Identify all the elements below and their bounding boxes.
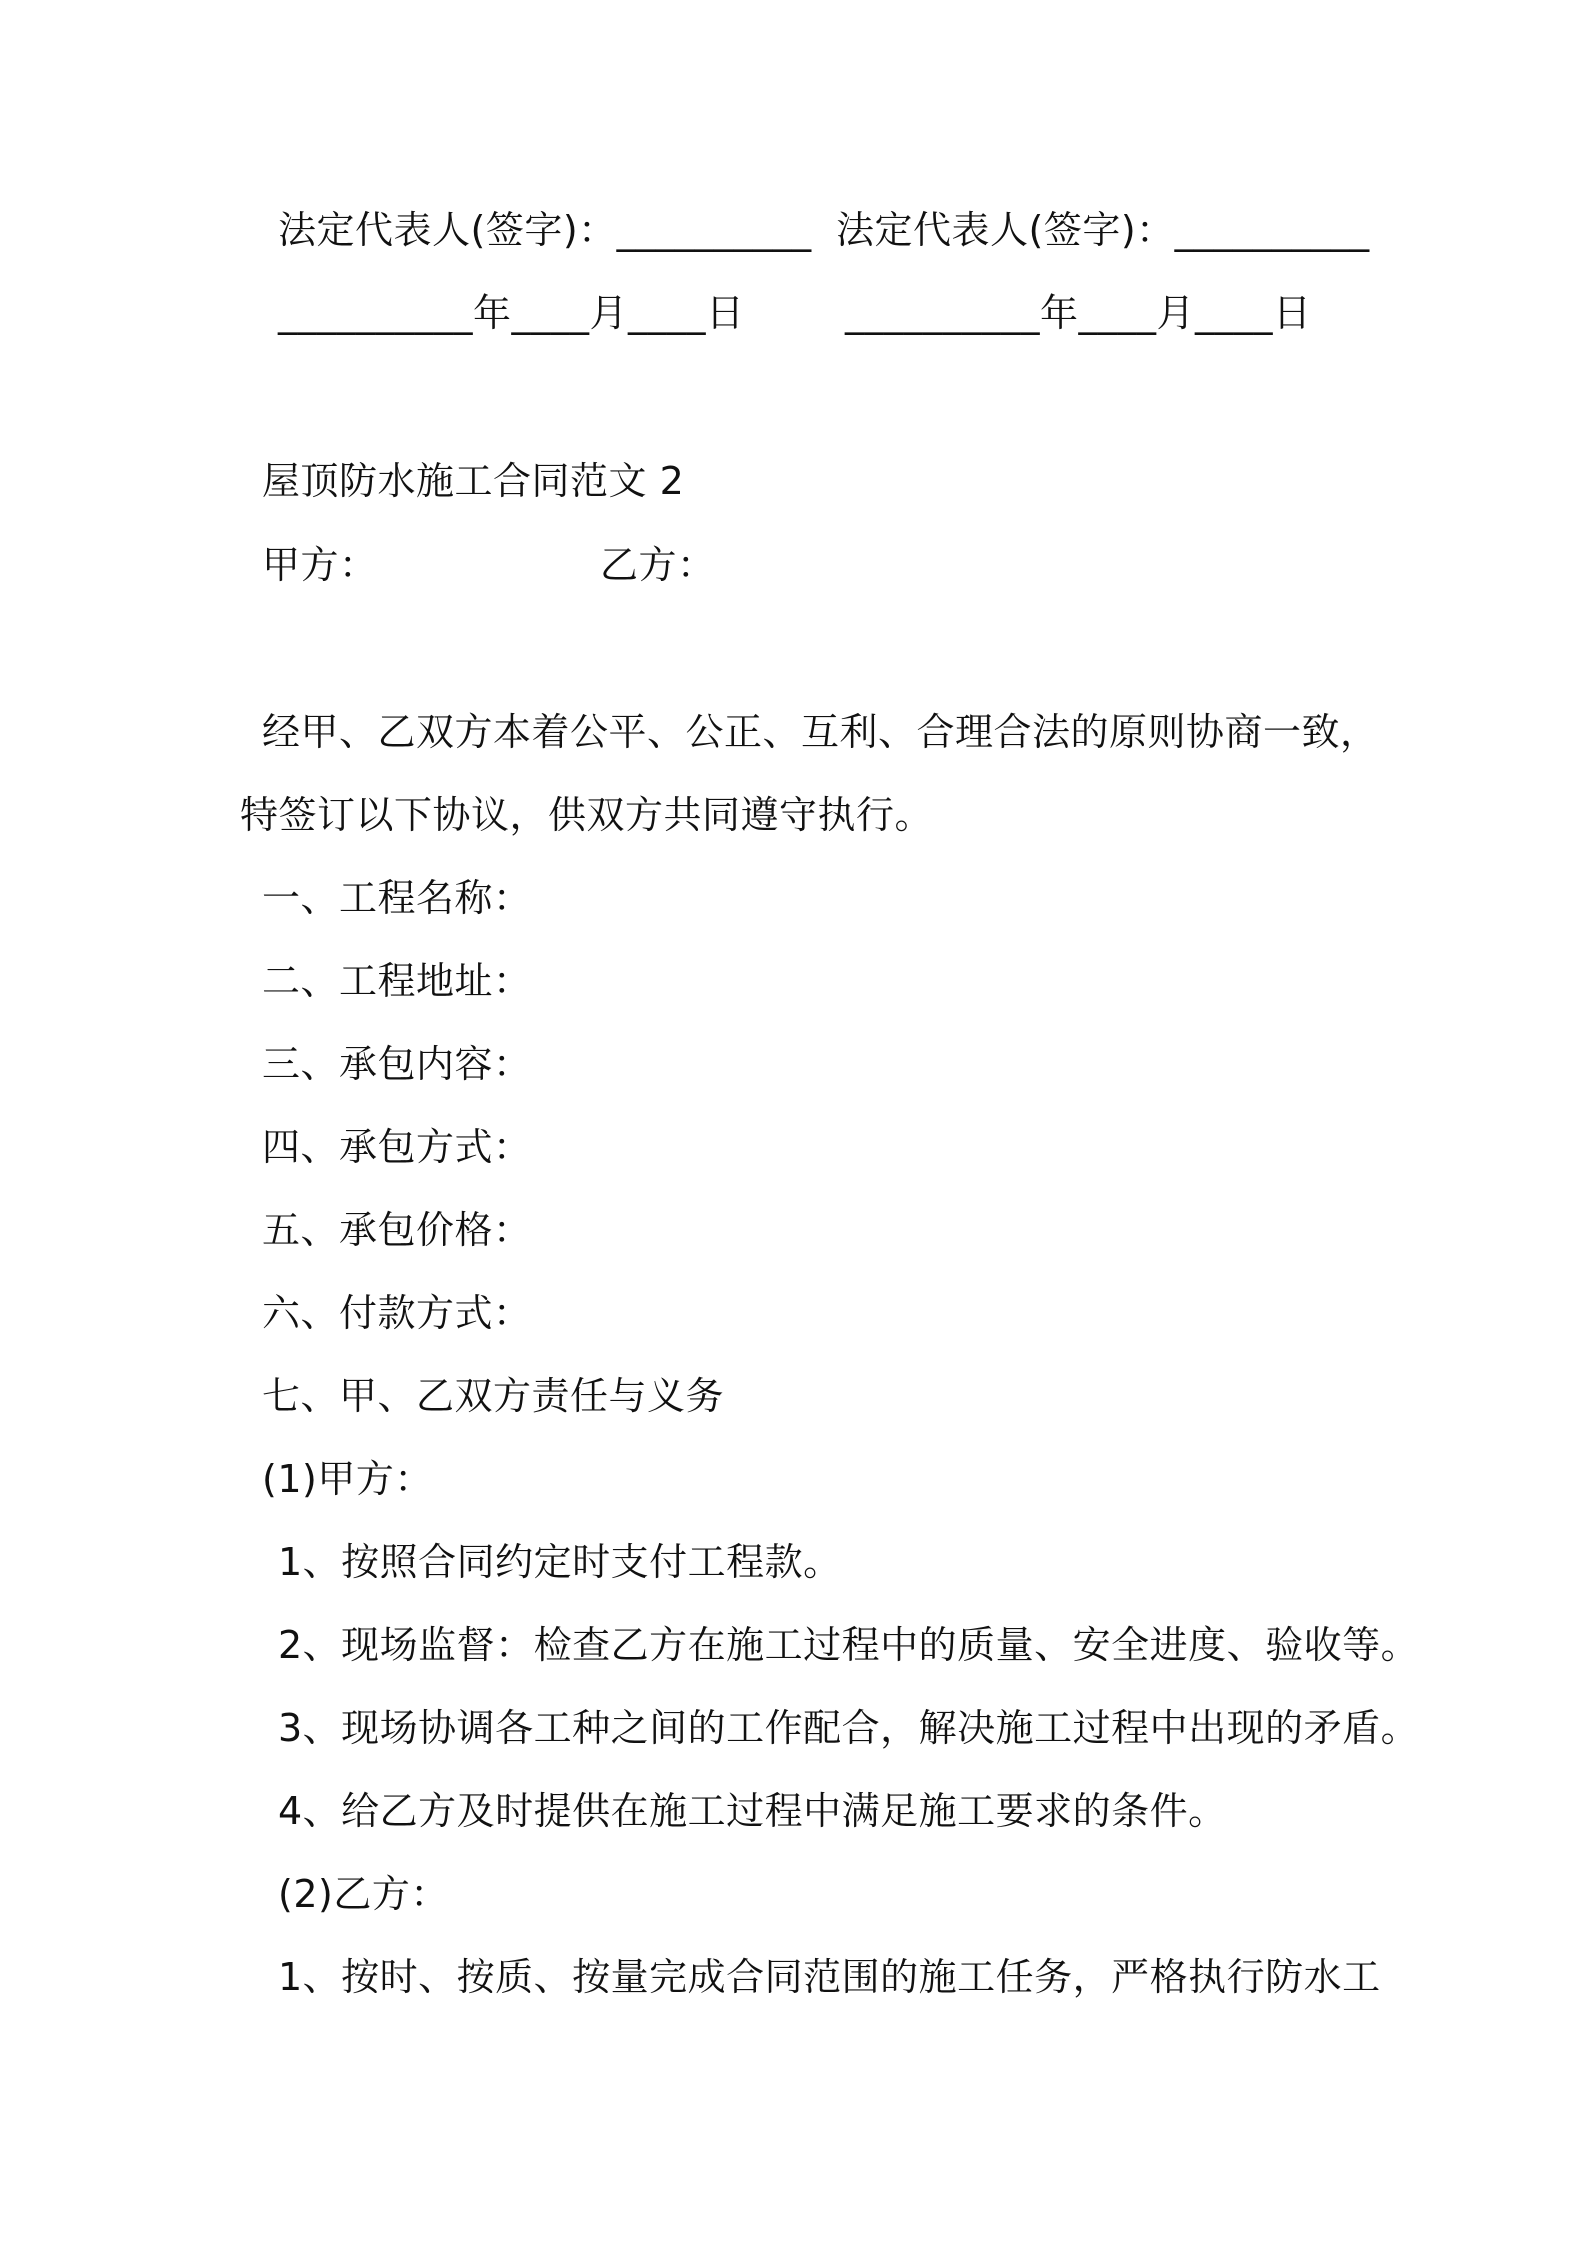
date-left: __________年____月____日 [278, 291, 745, 335]
party-a-duty-3: 3、现场协调各工种之间的工作配合，解决施工过程中出现的矛盾。 [278, 1706, 1420, 1750]
party-a-label: 甲方： [262, 543, 378, 587]
party-a-duty-2: 2、现场监督：检查乙方在施工过程中的质量、安全进度、验收等。 [278, 1623, 1420, 1667]
section-contract-method: 四、承包方式： [262, 1125, 532, 1169]
signature-right: 法定代表人(签字)：__________ [836, 208, 1370, 252]
party-a-duty-1: 1、按照合同约定时支付工程款。 [278, 1540, 842, 1584]
document-title: 屋顶防水施工合同范文 2 [262, 459, 685, 503]
section-responsibilities: 七、甲、乙双方责任与义务 [262, 1374, 725, 1418]
section-contract-price: 五、承包价格： [262, 1208, 532, 1252]
party-b-duty-1: 1、按时、按质、按量完成合同范围的施工任务，严格执行防水工 [278, 1955, 1381, 1999]
section-project-name: 一、工程名称： [262, 876, 532, 920]
section-payment-method: 六、付款方式： [262, 1291, 532, 1335]
signature-left: 法定代表人(签字)：__________ [278, 208, 812, 252]
date-right: __________年____月____日 [845, 291, 1312, 335]
section-project-address: 二、工程地址： [262, 959, 532, 1003]
section-contract-content: 三、承包内容： [262, 1042, 532, 1086]
party-a-heading: (1)甲方： [262, 1457, 433, 1501]
intro-line-1: 经甲、乙双方本着公平、公正、互利、合理合法的原则协商一致， [262, 710, 1379, 754]
intro-line-2: 特签订以下协议，供双方共同遵守执行。 [240, 793, 934, 837]
party-a-duty-4: 4、给乙方及时提供在施工过程中满足施工要求的条件。 [278, 1789, 1227, 1833]
party-b-heading: (2)乙方： [278, 1872, 449, 1916]
party-b-label: 乙方： [600, 543, 716, 587]
